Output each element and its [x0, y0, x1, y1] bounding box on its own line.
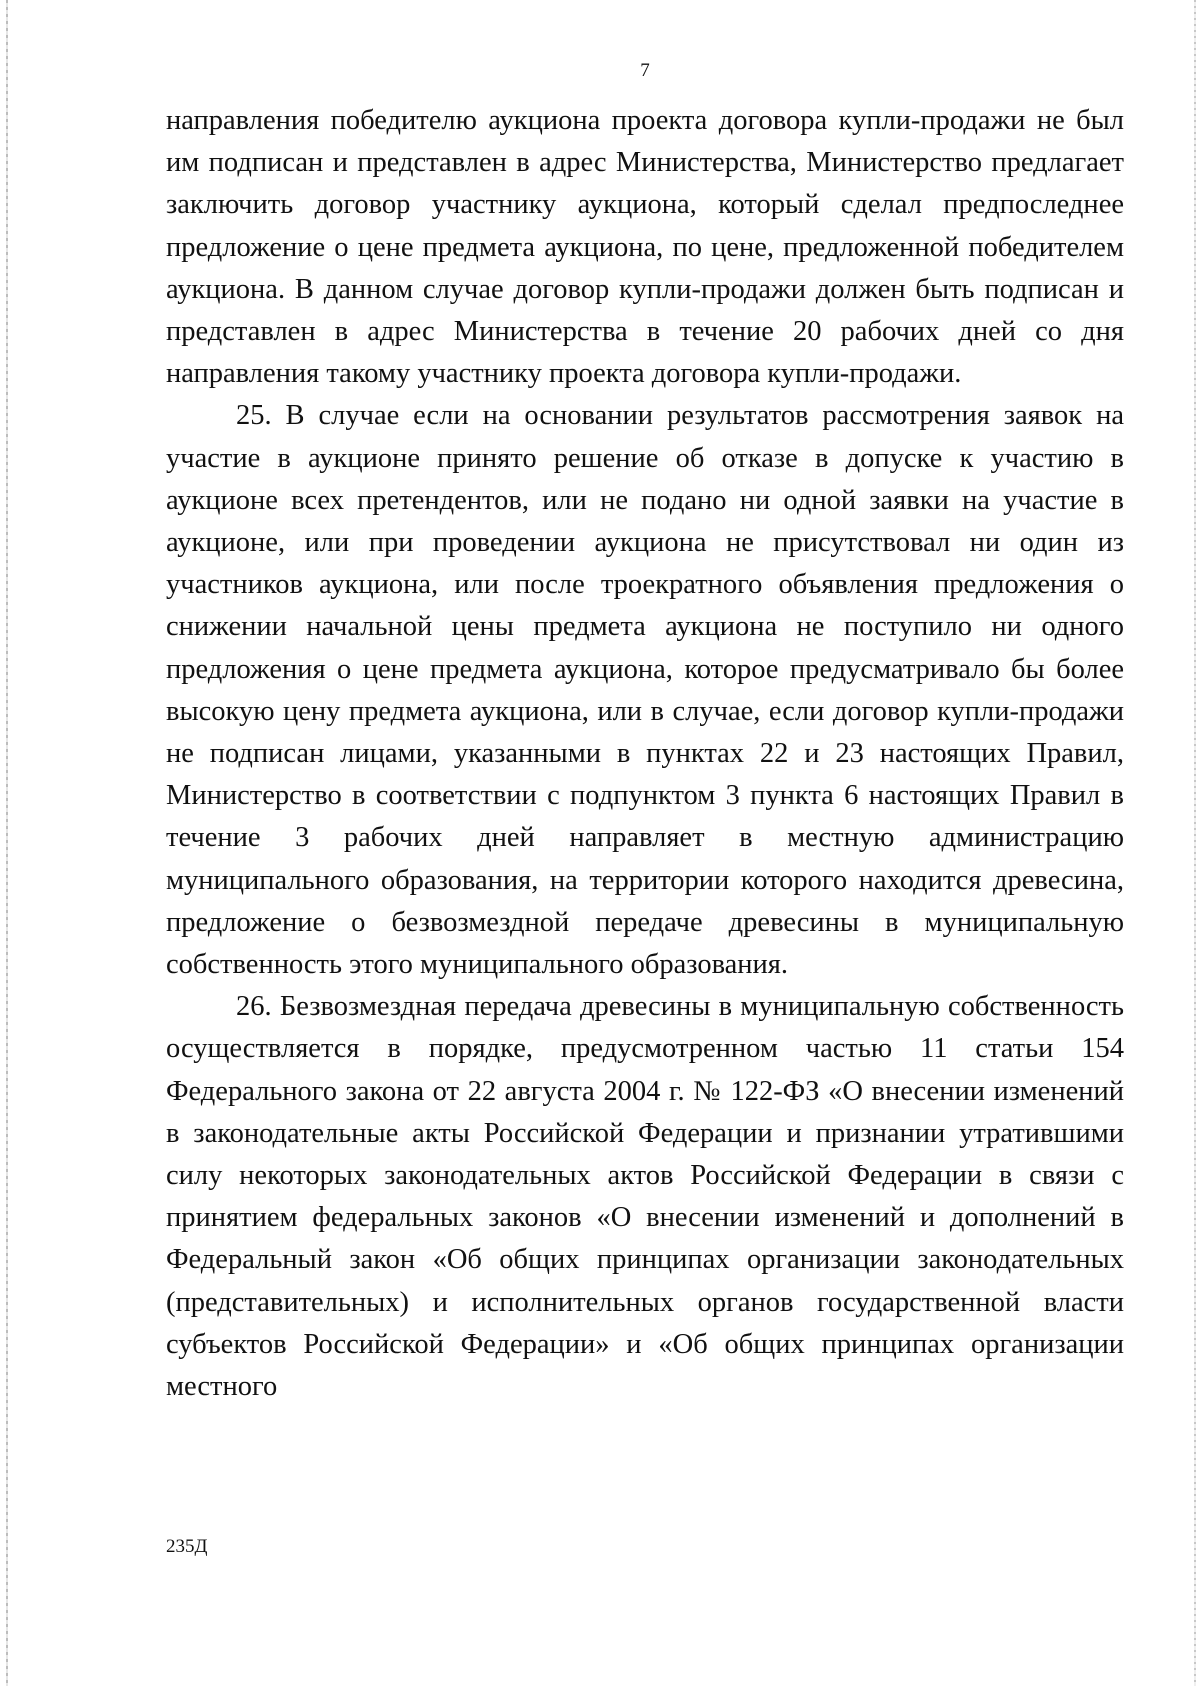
scan-edge-right: [1194, 0, 1196, 1686]
document-body: [166, 100, 1124, 1408]
scan-edge-left: [6, 0, 8, 1686]
page-number: 7: [640, 60, 650, 81]
paragraph-26: 26. Безвозмездная передача древесины в муниципальную собственность осуществляется в порядке, предусмотренном частью 11 статьи 154 Федерального закона от 22 августа 2004 г. № 122-ФЗ «О внесении изменений в законодательные акты Российской Федерации и признании утратившими силу некоторых законодательных актов Российской Федерации в связи с принятием федеральных законов «О внесении изменений и дополнений в Федеральный закон «Об общих принципах организации законодательных (представительных) и исполнительных органов государственной власти субъектов Российской Федерации» и «Об общих принципах организации местного: [166, 991, 1124, 1403]
paragraph-continuation: направления победителю аукциона проекта договора купли-продажи не был им подписан и представлен в адрес Министерства, Министерство предлагает заключить договор участнику аукциона, который сделал предпоследнее предложение о цене предмета аукциона, по цене, предложенной победителем аукциона. В данном случае договор купли-продажи должен быть подписан и представлен в адрес Министерства в течение 20 рабочих дней со дня направления такому участнику проекта договора купли-продажи.: [166, 105, 1124, 390]
document-code: 235Д: [166, 1536, 208, 1557]
paragraph-25: 25. В случае если на основании результатов рассмотрения заявок на участие в аукционе принято решение об отказе в допуске к участию в аукционе всех претендентов, или не подано ни одной заявки на участие в аукционе, или при проведении аукциона не присутствовал ни один из участников аукциона, или после троекратного объявления предложения о снижении начальной цены предмета аукциона не поступило ни одного предложения о цене предмета аукциона, которое предусматривало бы более высокую цену предмета аукциона, или в случае, если договор купли-продажи не подписан лицами, указанными в пунктах 22 и 23 настоящих Правил, Министерство в соответствии с подпунктом 3 пункта 6 настоящих Правил в течение 3 рабочих дней направляет в местную администрацию муниципального образования, на территории которого находится древесина, предложение о безвозмездной передаче древесины в муниципальную собственность этого муниципального образования.: [166, 400, 1124, 981]
